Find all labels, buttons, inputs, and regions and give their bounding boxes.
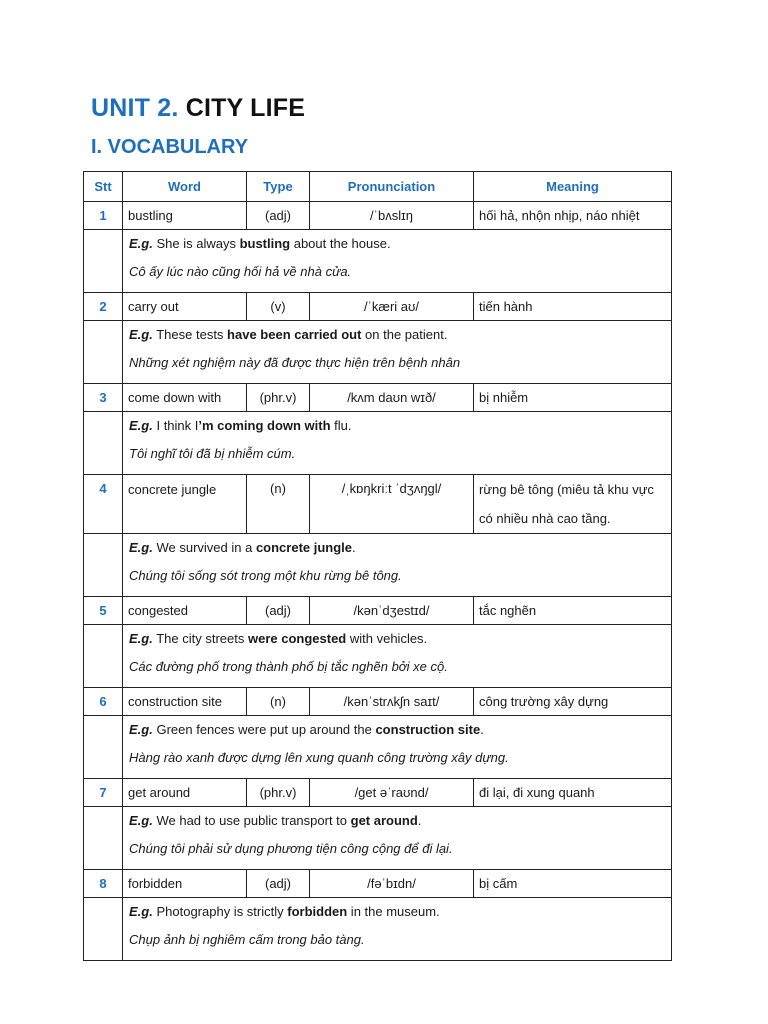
example-text-highlight: bustling (239, 236, 291, 251)
example-sentence-english (129, 902, 665, 930)
example-text-highlight: get around (350, 813, 418, 828)
meaning-cell: tiến hành (474, 293, 672, 321)
example-sentence-vietnamese: Các đường phố trong thành phố bị tắc nghẽn bởi xe cộ. (129, 659, 448, 674)
word-cell: bustling (123, 202, 247, 230)
pronunciation-cell: /ˈbʌslɪŋ (310, 202, 474, 230)
unit-number: UNIT 2. (91, 94, 179, 122)
vocab-word-row (84, 384, 672, 412)
example-text-before: The city streets (156, 631, 248, 646)
example-spacer-cell (84, 716, 123, 779)
example-spacer-cell (84, 625, 123, 688)
example-text-highlight: have been carried out (227, 327, 362, 342)
example-text-after: about the house. (290, 236, 391, 251)
column-header-word: Word (123, 172, 247, 202)
type-cell: (v) (247, 293, 310, 321)
example-label: E.g. (129, 631, 153, 646)
example-text-after: . (352, 540, 356, 555)
meaning-cell: bị nhiễm (474, 384, 672, 412)
word-cell: forbidden (123, 870, 247, 898)
vocab-example-row (84, 534, 672, 597)
example-sentence-vietnamese: Chúng tôi phải sử dụng phương tiện công cộng để đi lại. (129, 841, 453, 856)
meaning-cell: công trường xây dựng (474, 688, 672, 716)
example-cell (123, 807, 672, 870)
meaning-cell: đi lại, đi xung quanh (474, 779, 672, 807)
example-sentence-vietnamese: Chúng tôi sống sót trong một khu rừng bê tông. (129, 568, 402, 583)
example-sentence-vietnamese: Hàng rào xanh được dựng lên xung quanh công trường xây dựng. (129, 750, 509, 765)
column-header-stt: Stt (84, 172, 123, 202)
example-cell (123, 412, 672, 475)
example-cell (123, 625, 672, 688)
row-number: 7 (84, 779, 123, 807)
example-text-before: We survived in a (156, 540, 256, 555)
example-sentence-vietnamese: Chụp ảnh bị nghiêm cấm trong bảo tàng. (129, 932, 365, 947)
word-cell: get around (123, 779, 247, 807)
example-cell (123, 321, 672, 384)
column-header-meaning: Meaning (474, 172, 672, 202)
type-cell: (adj) (247, 870, 310, 898)
meaning-cell: tắc nghẽn (474, 597, 672, 625)
example-label: E.g. (129, 540, 153, 555)
example-sentence-english (129, 234, 665, 262)
row-number: 4 (84, 475, 123, 534)
example-cell (123, 716, 672, 779)
example-sentence-vietnamese: Cô ấy lúc nào cũng hối hả về nhà cửa. (129, 264, 352, 279)
example-sentence-english (129, 629, 665, 657)
example-text-before: Photography is strictly (156, 904, 288, 919)
vocabulary-table-body (84, 202, 672, 961)
example-label: E.g. (129, 418, 153, 433)
vocabulary-table (83, 171, 672, 961)
example-label: E.g. (129, 236, 153, 251)
example-label: E.g. (129, 813, 153, 828)
example-text-before: I think I (156, 418, 199, 433)
example-cell (123, 534, 672, 597)
example-text-after: . (480, 722, 484, 737)
meaning-cell: rừng bê tông (miêu tả khu vực có nhiều nhà cao tầng. (474, 475, 672, 534)
vocab-word-row (84, 293, 672, 321)
row-number: 5 (84, 597, 123, 625)
pronunciation-cell: /ˈkæri aʊ/ (310, 293, 474, 321)
example-sentence-vietnamese: Những xét nghiệm này đã được thực hiện trên bệnh nhân (129, 355, 461, 370)
unit-title (91, 93, 305, 123)
example-text-after: flu. (330, 418, 352, 433)
row-number: 8 (84, 870, 123, 898)
example-text-before: Green fences were put up around the (156, 722, 376, 737)
unit-name: CITY LIFE (185, 94, 306, 122)
vocab-example-row (84, 898, 672, 961)
type-cell: (phr.v) (247, 779, 310, 807)
example-spacer-cell (84, 534, 123, 597)
row-number: 1 (84, 202, 123, 230)
example-spacer-cell (84, 898, 123, 961)
vocab-example-row (84, 807, 672, 870)
vocab-word-row (84, 688, 672, 716)
vocab-word-row (84, 475, 672, 534)
example-text-before: We had to use public transport to (156, 813, 351, 828)
example-text-highlight: were congested (247, 631, 347, 646)
vocab-word-row (84, 779, 672, 807)
column-header-pronunciation: Pronunciation (310, 172, 474, 202)
example-text-highlight: ’m coming down with (198, 418, 331, 433)
row-number: 2 (84, 293, 123, 321)
word-cell: come down with (123, 384, 247, 412)
vocab-example-row (84, 625, 672, 688)
example-text-highlight: forbidden (287, 904, 348, 919)
example-text-before: These tests (156, 327, 228, 342)
meaning-cell: bị cấm (474, 870, 672, 898)
example-sentence-english (129, 325, 665, 353)
pronunciation-cell: /fəˈbɪdn/ (310, 870, 474, 898)
meaning-cell: hối hả, nhộn nhịp, náo nhiệt (474, 202, 672, 230)
vocab-word-row (84, 870, 672, 898)
table-header-row (84, 172, 672, 202)
vocab-example-row (84, 412, 672, 475)
example-text-after: . (417, 813, 422, 828)
vocab-example-row (84, 321, 672, 384)
example-text-highlight: concrete jungle (255, 540, 353, 555)
type-cell: (adj) (247, 597, 310, 625)
example-sentence-english (129, 538, 665, 566)
vocab-example-row (84, 716, 672, 779)
example-cell (123, 230, 672, 293)
type-cell: (n) (247, 475, 310, 534)
column-header-type: Type (247, 172, 310, 202)
word-cell: concrete jungle (123, 475, 247, 534)
example-spacer-cell (84, 412, 123, 475)
example-text-before: She is always (156, 236, 240, 251)
pronunciation-cell: /ˌkɒŋkriːt ˈdʒʌŋɡl/ (310, 475, 474, 534)
example-text-after: with vehicles. (346, 631, 428, 646)
word-cell: construction site (123, 688, 247, 716)
example-sentence-english (129, 416, 665, 444)
example-label: E.g. (129, 722, 153, 737)
word-cell: carry out (123, 293, 247, 321)
pronunciation-cell: /kʌm daʊn wɪð/ (310, 384, 474, 412)
example-label: E.g. (129, 904, 153, 919)
type-cell: (n) (247, 688, 310, 716)
pronunciation-cell: /get əˈraʊnd/ (310, 779, 474, 807)
type-cell: (phr.v) (247, 384, 310, 412)
example-text-after: on the patient. (361, 327, 448, 342)
example-label: E.g. (129, 327, 153, 342)
example-text-after: in the museum. (347, 904, 440, 919)
example-spacer-cell (84, 230, 123, 293)
vocab-word-row (84, 202, 672, 230)
example-spacer-cell (84, 807, 123, 870)
example-text-highlight: construction site (375, 722, 481, 737)
example-spacer-cell (84, 321, 123, 384)
example-sentence-vietnamese: Tôi nghĩ tôi đã bị nhiễm cúm. (129, 446, 296, 461)
pronunciation-cell: /kənˈstrʌkʃn saɪt/ (310, 688, 474, 716)
pronunciation-cell: /kənˈdʒestɪd/ (310, 597, 474, 625)
vocab-word-row (84, 597, 672, 625)
row-number: 3 (84, 384, 123, 412)
word-cell: congested (123, 597, 247, 625)
example-cell (123, 898, 672, 961)
row-number: 6 (84, 688, 123, 716)
vocab-example-row (84, 230, 672, 293)
example-sentence-english (129, 720, 665, 748)
section-title: I. VOCABULARY (91, 136, 249, 158)
example-sentence-english (129, 811, 665, 839)
type-cell: (adj) (247, 202, 310, 230)
